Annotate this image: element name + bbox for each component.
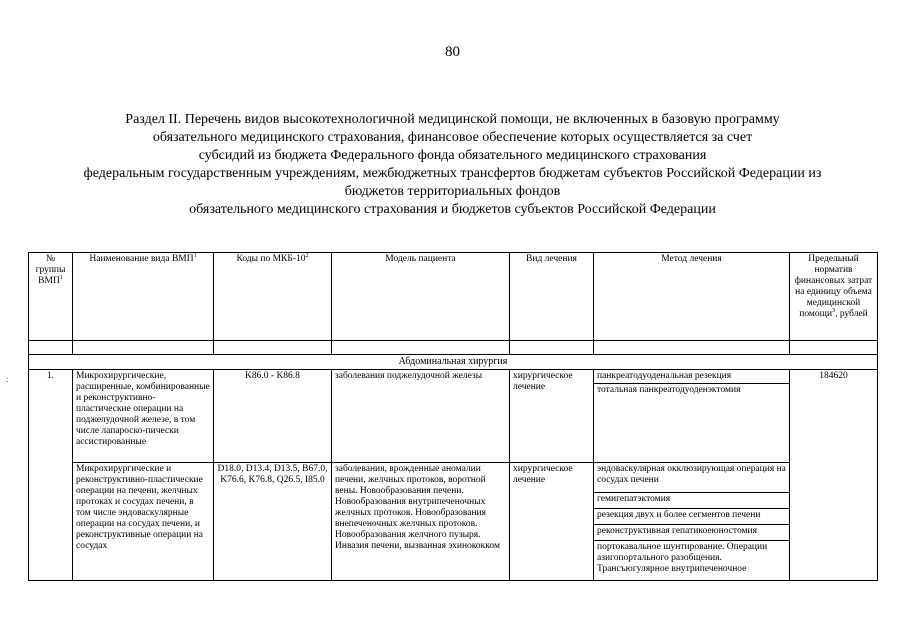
patient-model-cell: заболевания поджелудочной железы — [332, 370, 510, 463]
method-cell: тотальная панкреатодуоденэктомия — [594, 384, 790, 463]
group-number: 1. — [29, 370, 73, 581]
section-heading — [40, 111, 865, 219]
section-row — [29, 355, 878, 370]
method-cell: портокавальное шунтирование. Операции азигопортального разобщения. Трансъюгулярное внутрипеченочное — [594, 541, 790, 581]
heading-line: Раздел II. Перечень видов высокотехнологичной медицинской помощи, не включенных в базовую программу — [125, 112, 780, 127]
vmp-table — [28, 252, 878, 581]
heading-line: федеральным государственным учреждениям, межбюджетных трансфертов бюджетам субъектов Российской Федерации из — [83, 166, 822, 181]
vmp-name-cell: Микрохирургические, расширенные, комбинированные и реконструктивно-пластические операции на поджелудочной железе, в том числе лапароско-пически ассистированные — [73, 370, 214, 463]
header-treatment-method: Метод лечения — [594, 253, 790, 341]
header-vmp-name: Наименование вида ВМП$^1$ — [73, 253, 214, 341]
heading-line: субсидий из бюджета Федерального фонда обязательного медицинского страхования — [198, 148, 707, 163]
vmp-name-cell: Микрохирургические и реконструктивно-пластические операции на печени, желчных протоках и сосудах печени, в том числе эндоваскулярные операции на сосудах печени, и реконструктивные операции на сосудах — [73, 463, 214, 581]
section-title: Абдоминальная хирургия — [29, 355, 878, 370]
header-patient-model: Модель пациента — [332, 253, 510, 341]
method-cell: гемигепатэктомия — [594, 493, 790, 509]
header-treatment-type: Вид лечения — [510, 253, 594, 341]
treatment-type-cell: хирургическое лечение — [510, 370, 594, 463]
heading-line: обязательного медицинского страхования и бюджетов субъектов Российской Федерации — [189, 202, 716, 217]
icd-codes-cell: D18.0, D13.4, D13.5, B67.0, K76.6, K76.8, Q26.5, I85.0 — [214, 463, 332, 581]
table-header-row — [29, 253, 878, 341]
header-group-no: № группы ВМП$^1$ — [29, 253, 73, 341]
margin-mark: : — [6, 374, 9, 384]
page-number: 80 — [445, 44, 460, 60]
header-cost-norm: Предельный норматив финансовых затрат на единицу объема медицинской помощи$^3$, рублей — [790, 253, 878, 341]
treatment-type-cell: хирургическое лечение — [510, 463, 594, 581]
heading-line: обязательного медицинского страхования, финансовое обеспечение которых осуществляется за счет — [152, 130, 753, 145]
method-cell: эндоваскулярная окклюзирующая операция на сосудах печени — [594, 463, 790, 493]
patient-model-cell: заболевания, врожденные аномалии печени, желчных протоков, воротной вены. Новообразования печени. Новообразования внутрипеченочных желчных протоков. Новообразования внепеченочных желчных протоков. Новообразования желчного пузыря. Инвазия печени, вызванная эхинококком — [332, 463, 510, 581]
heading-line: бюджетов территориальных фондов — [344, 184, 561, 199]
method-cell: панкреатодуоденальная резекция — [594, 370, 790, 384]
header-icd-codes: Коды по МКБ-$10^2$ — [214, 253, 332, 341]
table-row — [29, 370, 878, 384]
icd-codes-cell: K86.0 - K86.8 — [214, 370, 332, 463]
cost-cell: 184620 — [790, 370, 878, 581]
blank-row — [29, 341, 878, 355]
table-row — [29, 463, 878, 493]
method-cell: резекция двух и более сегментов печени — [594, 509, 790, 525]
method-cell: реконструктивная гепатикоеюностомия — [594, 525, 790, 541]
